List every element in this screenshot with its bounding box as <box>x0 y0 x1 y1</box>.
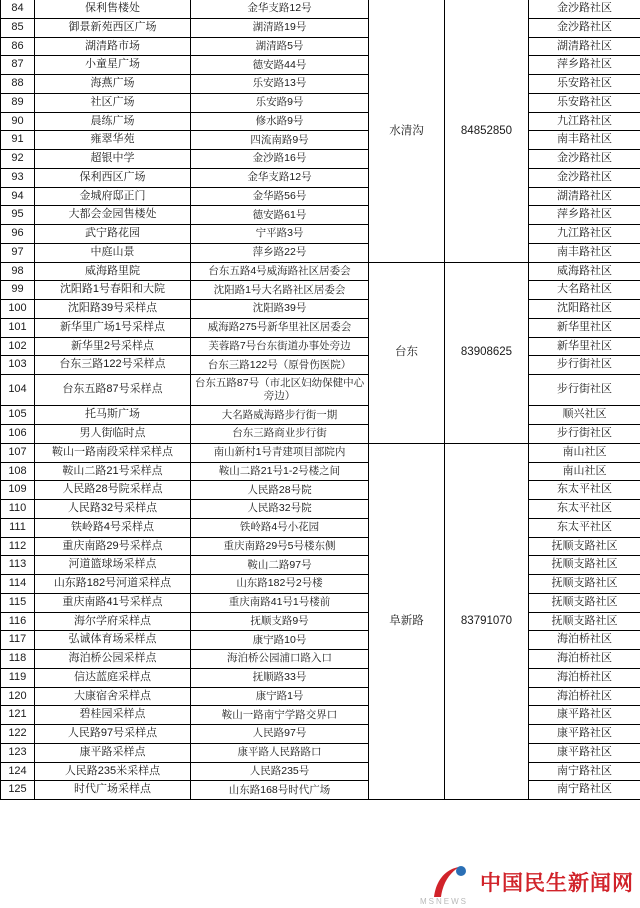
watermark <box>420 860 634 906</box>
cell-address: 康宁路1号 <box>191 687 369 706</box>
cell-community: 抚顺支路社区 <box>529 593 640 612</box>
cell-address: 湖清路19号 <box>191 18 369 37</box>
table-row <box>1 518 640 537</box>
cell-community: 大名路社区 <box>529 281 640 300</box>
cell-site-name: 人民路28号院采样点 <box>35 481 191 500</box>
cell-site-name: 社区广场 <box>35 93 191 112</box>
cell-address: 抚顺支路9号 <box>191 612 369 631</box>
cell-address: 德安路61号 <box>191 206 369 225</box>
table-row <box>1 150 640 169</box>
cell-community: 康平路社区 <box>529 725 640 744</box>
cell-community: 东太平社区 <box>529 518 640 537</box>
cell-community: 金沙路社区 <box>529 168 640 187</box>
cell-community: 康平路社区 <box>529 706 640 725</box>
cell-index: 95 <box>1 206 35 225</box>
cell-index: 119 <box>1 668 35 687</box>
cell-community: 步行街社区 <box>529 375 640 406</box>
cell-community: 南山社区 <box>529 462 640 481</box>
cell-index: 100 <box>1 300 35 319</box>
cell-site-name: 海燕广场 <box>35 75 191 94</box>
table-row <box>1 281 640 300</box>
cell-site-name: 沈阳路39号采样点 <box>35 300 191 319</box>
cell-site-name: 重庆南路29号采样点 <box>35 537 191 556</box>
cell-community: 抚顺支路社区 <box>529 556 640 575</box>
table-row <box>1 406 640 425</box>
cell-address: 金华支路12号 <box>191 0 369 18</box>
cell-index: 125 <box>1 781 35 800</box>
cell-address: 海泊桥公园浦口路入口 <box>191 650 369 669</box>
cell-site-name: 大都会金园售楼处 <box>35 206 191 225</box>
cell-index: 121 <box>1 706 35 725</box>
cell-site-name: 超银中学 <box>35 150 191 169</box>
cell-site-name: 信达蓝庭采样点 <box>35 668 191 687</box>
cell-community: 顺兴社区 <box>529 406 640 425</box>
cell-index: 113 <box>1 556 35 575</box>
cell-index: 120 <box>1 687 35 706</box>
cell-index: 93 <box>1 168 35 187</box>
cell-address: 台东三路商业步行街 <box>191 425 369 444</box>
cell-community: 海泊桥社区 <box>529 687 640 706</box>
cell-address: 萍乡路22号 <box>191 243 369 262</box>
table-row <box>1 356 640 375</box>
cell-address: 金华支路12号 <box>191 168 369 187</box>
table-row <box>1 75 640 94</box>
cell-site-name: 时代广场采样点 <box>35 781 191 800</box>
cell-index: 90 <box>1 112 35 131</box>
cell-community: 抚顺支路社区 <box>529 575 640 594</box>
cell-index: 107 <box>1 443 35 462</box>
cell-site-name: 人民路97号采样点 <box>35 725 191 744</box>
cell-index: 94 <box>1 187 35 206</box>
cell-address: 南山新村1号青建项目部院内 <box>191 443 369 462</box>
cell-address: 康平路人民路路口 <box>191 743 369 762</box>
cell-index: 88 <box>1 75 35 94</box>
cell-site-name: 小童星广场 <box>35 56 191 75</box>
table-row <box>1 131 640 150</box>
cell-index: 114 <box>1 575 35 594</box>
cell-community: 萍乡路社区 <box>529 206 640 225</box>
cell-index: 123 <box>1 743 35 762</box>
cell-site-name: 湖清路市场 <box>35 37 191 56</box>
cell-community: 金沙路社区 <box>529 0 640 18</box>
cell-community: 南丰路社区 <box>529 131 640 150</box>
cell-index: 86 <box>1 37 35 56</box>
cell-street: 台东 <box>369 262 445 443</box>
table-row <box>1 318 640 337</box>
cell-community: 乐安路社区 <box>529 93 640 112</box>
cell-index: 118 <box>1 650 35 669</box>
cell-address: 乐安路9号 <box>191 93 369 112</box>
cell-community: 乐安路社区 <box>529 75 640 94</box>
cell-index: 87 <box>1 56 35 75</box>
cell-index: 89 <box>1 93 35 112</box>
cell-community: 沈阳路社区 <box>529 300 640 319</box>
cell-index: 122 <box>1 725 35 744</box>
cell-community: 南宁路社区 <box>529 762 640 781</box>
cell-address: 康宁路10号 <box>191 631 369 650</box>
cell-address: 沈阳路39号 <box>191 300 369 319</box>
cell-site-name: 威海路里院 <box>35 262 191 281</box>
table-row <box>1 187 640 206</box>
table-row <box>1 443 640 462</box>
cell-address: 台东五路4号威海路社区居委会 <box>191 262 369 281</box>
cell-site-name: 金城府邸正门 <box>35 187 191 206</box>
table-row <box>1 462 640 481</box>
cell-index: 99 <box>1 281 35 300</box>
cell-community: 步行街社区 <box>529 425 640 444</box>
cell-community: 湖清路社区 <box>529 187 640 206</box>
cell-index: 104 <box>1 375 35 406</box>
cell-site-name: 中庭山景 <box>35 243 191 262</box>
cell-community: 康平路社区 <box>529 743 640 762</box>
cell-site-name: 台东五路87号采样点 <box>35 375 191 406</box>
table-row <box>1 481 640 500</box>
table-row <box>1 337 640 356</box>
cell-index: 91 <box>1 131 35 150</box>
table-row <box>1 37 640 56</box>
cell-site-name: 河道篮球场采样点 <box>35 556 191 575</box>
table-row <box>1 593 640 612</box>
cell-address: 鞍山二路21号1-2号楼之间 <box>191 462 369 481</box>
cell-address: 人民路97号 <box>191 725 369 744</box>
table-row <box>1 650 640 669</box>
cell-address: 铁岭路4号小花园 <box>191 518 369 537</box>
cell-site-name: 弘诚体育场采样点 <box>35 631 191 650</box>
table-row <box>1 300 640 319</box>
cell-site-name: 碧桂园采样点 <box>35 706 191 725</box>
cell-index: 109 <box>1 481 35 500</box>
cell-site-name: 海泊桥公园采样点 <box>35 650 191 669</box>
cell-index: 105 <box>1 406 35 425</box>
cell-site-name: 御景新苑西区广场 <box>35 18 191 37</box>
cell-index: 102 <box>1 337 35 356</box>
cell-address: 金沙路16号 <box>191 150 369 169</box>
cell-address: 芙蓉路7号台东街道办事处旁边 <box>191 337 369 356</box>
cell-site-name: 康平路采样点 <box>35 743 191 762</box>
cell-address: 重庆南路41号1号楼前 <box>191 593 369 612</box>
cell-site-name: 沈阳路1号春阳和大院 <box>35 281 191 300</box>
cell-index: 85 <box>1 18 35 37</box>
table-row <box>1 206 640 225</box>
cell-phone: 83908625 <box>445 262 529 443</box>
cell-site-name: 台东三路122号采样点 <box>35 356 191 375</box>
cell-index: 111 <box>1 518 35 537</box>
table-row <box>1 425 640 444</box>
cell-index: 96 <box>1 225 35 244</box>
table-row <box>1 500 640 519</box>
cell-community: 南宁路社区 <box>529 781 640 800</box>
table-row <box>1 762 640 781</box>
cell-community: 抚顺支路社区 <box>529 537 640 556</box>
cell-index: 106 <box>1 425 35 444</box>
table-row <box>1 537 640 556</box>
cell-address: 德安路44号 <box>191 56 369 75</box>
cell-address: 修水路9号 <box>191 112 369 131</box>
cell-address: 湖清路5号 <box>191 37 369 56</box>
cell-site-name: 山东路182号河道采样点 <box>35 575 191 594</box>
cell-site-name: 新华里2号采样点 <box>35 337 191 356</box>
table-row <box>1 262 640 281</box>
cell-index: 115 <box>1 593 35 612</box>
cell-address: 人民路235号 <box>191 762 369 781</box>
cell-address: 威海路275号新华里社区居委会 <box>191 318 369 337</box>
cell-address: 人民路28号院 <box>191 481 369 500</box>
cell-phone: 84852850 <box>445 0 529 262</box>
cell-community: 湖清路社区 <box>529 37 640 56</box>
table-row <box>1 706 640 725</box>
cell-community: 南山社区 <box>529 443 640 462</box>
cell-community: 九江路社区 <box>529 225 640 244</box>
cell-site-name: 重庆南路41号采样点 <box>35 593 191 612</box>
cell-community: 金沙路社区 <box>529 18 640 37</box>
cell-community: 步行街社区 <box>529 356 640 375</box>
cell-community: 东太平社区 <box>529 500 640 519</box>
table-row <box>1 631 640 650</box>
cell-site-name: 铁岭路4号采样点 <box>35 518 191 537</box>
cell-index: 116 <box>1 612 35 631</box>
cell-index: 84 <box>1 0 35 18</box>
cell-site-name: 武宁路花园 <box>35 225 191 244</box>
table-row <box>1 725 640 744</box>
cell-site-name: 新华里广场1号采样点 <box>35 318 191 337</box>
cell-index: 124 <box>1 762 35 781</box>
cell-address: 山东路182号2号楼 <box>191 575 369 594</box>
cell-community: 萍乡路社区 <box>529 56 640 75</box>
cell-address: 台东三路122号（原骨伤医院） <box>191 356 369 375</box>
table-row <box>1 18 640 37</box>
cell-community: 新华里社区 <box>529 337 640 356</box>
cell-phone: 83791070 <box>445 443 529 799</box>
cell-community: 海泊桥社区 <box>529 650 640 669</box>
cell-index: 117 <box>1 631 35 650</box>
cell-address: 鞍山一路南宁学路交界口 <box>191 706 369 725</box>
cell-community: 海泊桥社区 <box>529 631 640 650</box>
cell-site-name: 大康宿舍采样点 <box>35 687 191 706</box>
cell-address: 乐安路13号 <box>191 75 369 94</box>
cell-community: 金沙路社区 <box>529 150 640 169</box>
cell-site-name: 雍翠华苑 <box>35 131 191 150</box>
table-row <box>1 575 640 594</box>
cell-site-name: 晨练广场 <box>35 112 191 131</box>
cell-community: 抚顺支路社区 <box>529 612 640 631</box>
cell-street: 水清沟 <box>369 0 445 262</box>
cell-street: 阜新路 <box>369 443 445 799</box>
cell-index: 92 <box>1 150 35 169</box>
cell-site-name: 海尔学府采样点 <box>35 612 191 631</box>
table-row <box>1 375 640 406</box>
cell-community: 新华里社区 <box>529 318 640 337</box>
cell-site-name: 保利西区广场 <box>35 168 191 187</box>
cell-index: 112 <box>1 537 35 556</box>
cell-site-name: 鞍山二路21号采样点 <box>35 462 191 481</box>
cell-address: 台东五路87号（市北区妇幼保健中心旁边） <box>191 375 369 406</box>
cell-address: 金华路56号 <box>191 187 369 206</box>
cell-community: 东太平社区 <box>529 481 640 500</box>
cell-address: 四流南路9号 <box>191 131 369 150</box>
cell-community: 南丰路社区 <box>529 243 640 262</box>
cell-community: 海泊桥社区 <box>529 668 640 687</box>
cell-index: 97 <box>1 243 35 262</box>
cell-address: 抚顺路33号 <box>191 668 369 687</box>
table-row <box>1 225 640 244</box>
cell-address: 宁平路3号 <box>191 225 369 244</box>
table-row <box>1 112 640 131</box>
cell-address: 沈阳路1号大名路社区居委会 <box>191 281 369 300</box>
table-row <box>1 93 640 112</box>
table-row <box>1 243 640 262</box>
table-row <box>1 668 640 687</box>
table-row <box>1 56 640 75</box>
table-row <box>1 556 640 575</box>
cell-community: 威海路社区 <box>529 262 640 281</box>
table-row <box>1 612 640 631</box>
msnews-logo-icon <box>420 860 476 906</box>
table-row <box>1 743 640 762</box>
cell-index: 108 <box>1 462 35 481</box>
watermark-abbr: MSNEWS <box>420 897 468 906</box>
cell-address: 山东路168号时代广场 <box>191 781 369 800</box>
cell-community: 九江路社区 <box>529 112 640 131</box>
cell-site-name: 人民路235米采样点 <box>35 762 191 781</box>
cell-index: 98 <box>1 262 35 281</box>
cell-address: 人民路32号院 <box>191 500 369 519</box>
cell-site-name: 人民路32号采样点 <box>35 500 191 519</box>
watermark-brand: 中国民生新闻网 <box>480 871 634 895</box>
cell-address: 大名路威海路步行街一期 <box>191 406 369 425</box>
table-row <box>1 168 640 187</box>
cell-site-name: 鞍山一路南段采样采样点 <box>35 443 191 462</box>
table-row <box>1 0 640 18</box>
table-row <box>1 687 640 706</box>
table-row <box>1 781 640 800</box>
cell-site-name: 男人街临时点 <box>35 425 191 444</box>
cell-index: 101 <box>1 318 35 337</box>
table-body <box>1 0 640 800</box>
cell-site-name: 保利售楼处 <box>35 0 191 18</box>
cell-index: 110 <box>1 500 35 519</box>
cell-address: 鞍山二路97号 <box>191 556 369 575</box>
cell-address: 重庆南路29号5号楼东侧 <box>191 537 369 556</box>
cell-site-name: 托马斯广场 <box>35 406 191 425</box>
cell-index: 103 <box>1 356 35 375</box>
